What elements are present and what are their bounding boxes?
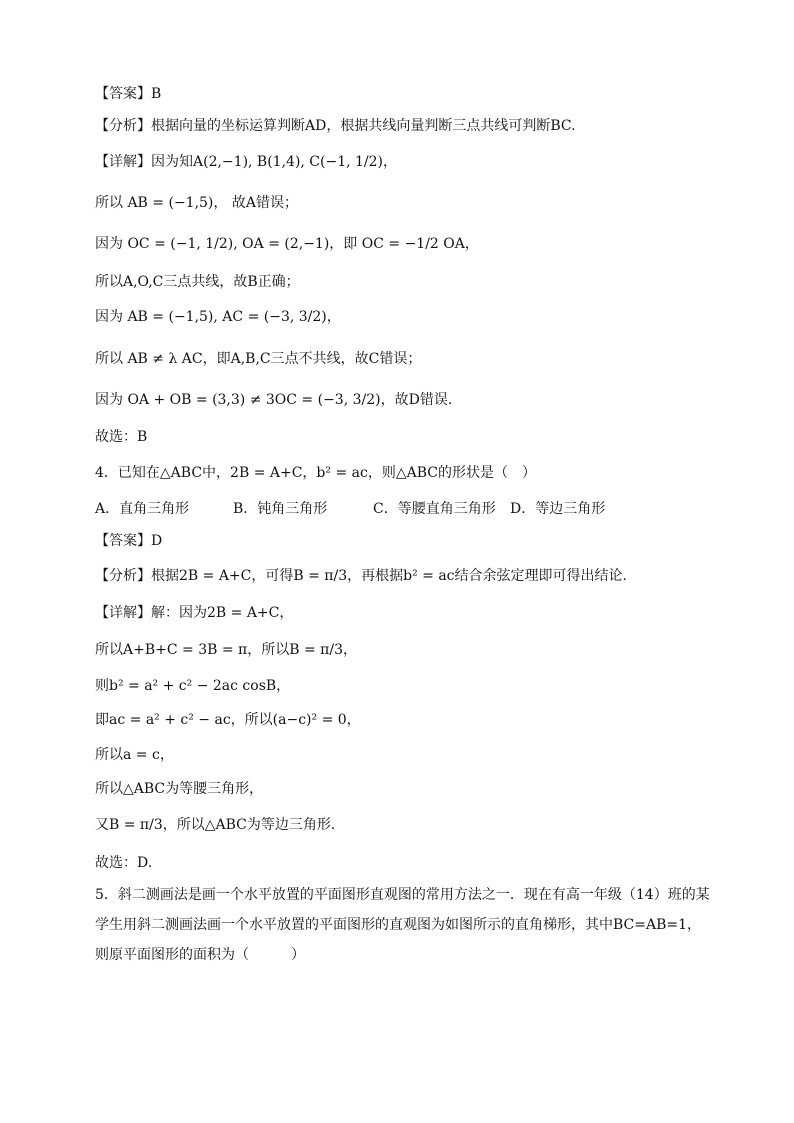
q4-option-c: C．等腰直角三角形 (373, 501, 496, 517)
q4-step-5: 所以△ABC为等腰三角形， (95, 781, 264, 797)
q3-detail: 【详解】因为知A(2,−1), B(1,4), C(−1, 1/2)， (95, 154, 398, 170)
q4-option-d: D．等边三角形 (510, 501, 606, 517)
q4-step-1: 所以A+B+C = 3B = π，所以B = π/3， (95, 642, 357, 658)
q4-choice: 故选：D. (95, 855, 153, 871)
q4-detail: 【详解】解：因为2B = A+C， (95, 605, 294, 621)
q4-question: 4．已知在△ABC中，2B = A+C，b² = ac，则△ABC的形状是（ ） (95, 465, 536, 481)
q4-option-b: B．钝角三角形 (233, 501, 328, 517)
q4-options (95, 499, 714, 519)
q5-question: 5．斜二测画法是画一个水平放置的平面图形直观图的常用方法之一．现在有高一年级（14）班的某学生用斜二测画法画一个水平放置的平面图形的直观图为如图所示的直角梯形，其中BC=AB=1，则原平面图形的面积为（ ） (95, 887, 710, 963)
q3-step-2: 因为 OC = (−1, 1/2), OA = (2,−1)，即 OC = −1/2 OA， (95, 236, 479, 252)
q3-step-6: 因为 OA + OB = (3,3) ≠ 3OC = (−3, 3/2)，故D错误. (95, 392, 453, 408)
q3-step-5: 所以 AB ≠ λ AC，即A,B,C三点不共线，故C错误； (95, 351, 422, 367)
q4-option-a: A．直角三角形 (95, 501, 190, 517)
q4-step-2: 则b² = a² + c² − 2ac cosB， (95, 678, 291, 694)
q3-answer: 【答案】B (95, 86, 162, 102)
q3-step-3: 所以A,O,C三点共线，故B正确； (95, 274, 300, 290)
q4-step-3: 即ac = a² + c² − ac，所以(a−c)² = 0， (95, 712, 361, 728)
q3-choice: 故选：B (95, 429, 148, 445)
q4-analysis: 【分析】根据2B = A+C，可得B = π/3，再根据b² = ac结合余弦定理即可得出结论. (95, 568, 627, 584)
q3-analysis: 【分析】根据向量的坐标运算判断AD，根据共线向量判断三点共线可判断BC. (95, 118, 576, 134)
q3-step-1: 所以 AB = (−1,5)， 故A错误； (95, 195, 298, 211)
q4-step-4: 所以a = c， (95, 747, 174, 763)
q4-answer: 【答案】D (95, 533, 163, 549)
q4-step-6: 又B = π/3，所以△ABC为等边三角形. (95, 817, 336, 833)
q3-step-4: 因为 AB = (−1,5), AC = (−3, 3/2)， (95, 309, 341, 325)
